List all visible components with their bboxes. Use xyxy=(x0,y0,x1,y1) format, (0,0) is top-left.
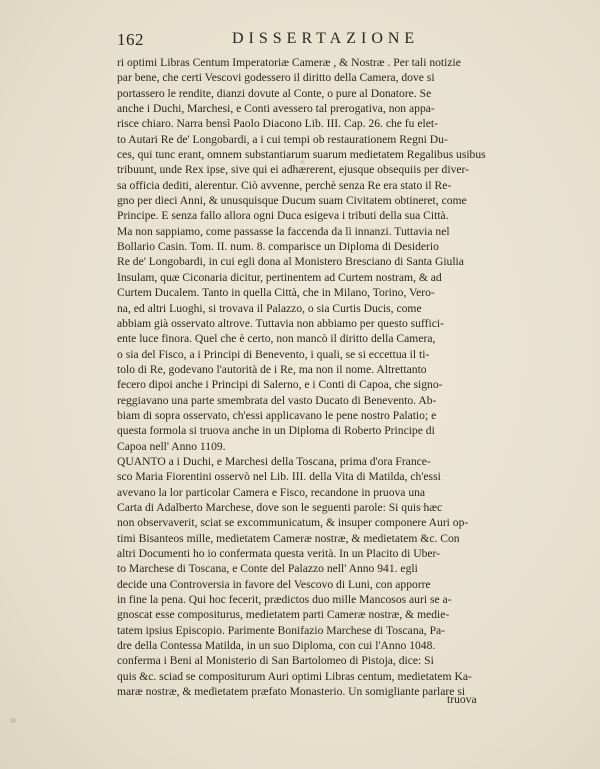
text-line: altri Documenti ho io confermata questa verità. In un Placito di Uber- xyxy=(117,547,441,560)
text-line: conferma i Beni al Monisterio di San Bartolomeo di Pistoja, dice: Si xyxy=(117,654,434,668)
text-line: Bollario Casin. Tom. II. num. 8. comparisce un Diploma di Desiderio xyxy=(117,240,439,254)
text-line: quis &c. sciad se compositurum Auri optimi Libras centum, medietatem Ka- xyxy=(117,669,472,683)
text-line: to Marchese di Toscana, e Conte del Palazzo nell' Anno 941. egli xyxy=(117,562,418,576)
page-header xyxy=(117,30,482,52)
text-line: gnoscat esse compositurus, medietatem parti Cameræ nostræ, & medie- xyxy=(117,608,450,622)
text-line: Principe. E senza fallo allora ogni Duca esigeva i tributi della sua Città. xyxy=(117,209,449,223)
text-line: Carta di Adalberto Marchese, dove son le seguenti parole: Si quis hæc xyxy=(117,500,443,514)
text-line: tatem ipsius Episcopio. Parimente Bonifazio Marchese di Toscana, Pa- xyxy=(117,623,446,637)
text-line: ente luce finora. Quel che è certo, non mancò il diritto della Camera, xyxy=(117,332,436,346)
text-line: abbiam già osservato altrove. Tuttavia non abbiamo per questo suffici- xyxy=(117,316,444,330)
catchword: truova xyxy=(447,693,477,706)
text-line: sco Maria Fiorentini osservò nel Lib. III. della Vita di Matilda, ch'essi xyxy=(117,470,441,484)
text-line: fecero dipoi anche i Principi di Salerno, e i Conti di Capoa, che signo- xyxy=(117,378,443,392)
text-line: non observaverit, sciat se excommunicatum, & insuper componere Auri op- xyxy=(117,516,469,530)
text-line: gno per dieci Anni, & unusquisque Ducum suam Civitatem obtineret, come xyxy=(117,194,467,208)
text-line: na, ed altri Luoghi, si trovava il Palazzo, o sia Curtis Ducis, come xyxy=(117,301,422,315)
text-line: sa officia dediti, alerentur. Ciò avvenne, perchè senza Re era stato il Re- xyxy=(117,178,452,192)
text-line: avevano la lor particolar Camera e Fisco, recandone in pruova una xyxy=(117,485,426,499)
text-line: questa formola si truova anche in un Diploma di Roberto Principe di xyxy=(117,424,435,438)
text-line: anche i Duchi, Marchesi, e Conti avessero tal prerogativa, non appa- xyxy=(117,102,435,116)
text-line: QUANTO a i Duchi, e Marchesi della Toscana, prima d'ora France- xyxy=(117,454,431,468)
running-title: DISSERTAZIONE xyxy=(232,30,420,47)
text-line: ces, qui tunc erant, omnem substantiarum suarum medietatem Regalibus usibus xyxy=(117,148,486,162)
text-line: timi Bisanteos mille, medietatem Cameræ nostræ, & medietatem &c. Con xyxy=(117,531,460,545)
body-text xyxy=(117,55,489,699)
text-line: portassero le rendite, dianzi dovute al Conte, o pure al Donatore. Se xyxy=(117,86,432,100)
text-line: Capoa nell' Anno 1109. xyxy=(117,439,226,453)
text-line: reggiavano una parte smembrata del vasto Ducato di Benevento. Ab- xyxy=(117,393,437,407)
text-line: maræ nostræ, & medietatem præfato Monasterio. Un somigliante parlare si xyxy=(117,685,466,699)
text-line: Re de' Longobardi, in cui egli dona al Monistero Bresciano di Santa Giulia xyxy=(117,255,464,269)
text-line: Insulam, quæ Ciconaria dicitur, pertinentem ad Curtem nostram, & ad xyxy=(117,270,442,284)
text-line: tolo di Re, godevano l'autorità de i Re, ma non il nome. Altrettanto xyxy=(117,362,427,376)
text-line: Ma non sappiamo, come passasse la faccenda da lì innanzi. Tuttavia nel xyxy=(117,224,450,238)
text-line: ri optimi Libras Centum Imperatoriæ Cameræ , & Nostræ . Per tali notizie xyxy=(117,56,461,69)
text-line: dre della Contessa Matilda, in un suo Diploma, con cui l'Anno 1048. xyxy=(117,639,436,653)
text-line: Curtem Ducalem. Tanto in quella Città, che in Milano, Torino, Vero- xyxy=(117,286,435,300)
text-line: biam di sopra osservato, ch'essi applicavano le pene nostro Palatio; e xyxy=(117,408,437,422)
page-number: 162 xyxy=(117,30,144,49)
text-line: in fine la pena. Qui hoc fecerit, prædictos duo mille Mancosos auri se a- xyxy=(117,593,452,607)
text-line: decide una Controversia in favore del Vescovo di Luni, con apporre xyxy=(117,577,431,591)
paper-spot xyxy=(10,718,16,723)
text-line: tribuunt, unde Rex ipse, sive qui ei adhærerent, ejusque obsequiis per diver- xyxy=(117,163,470,177)
text-line: o sia del Fisco, a i Principi di Benevento, i quali, se si eccettua il ti- xyxy=(117,347,430,361)
text-line: par bene, che certi Vescovi godessero il diritto della Camera, dove si xyxy=(117,71,435,85)
text-line: risce chiaro. Narra bensì Paolo Diacono Lib. III. Cap. 26. che fu elet- xyxy=(117,117,438,131)
text-line: to Autari Re de' Longobardi, a i cui tempi ob restaurationem Regni Du- xyxy=(117,132,448,146)
